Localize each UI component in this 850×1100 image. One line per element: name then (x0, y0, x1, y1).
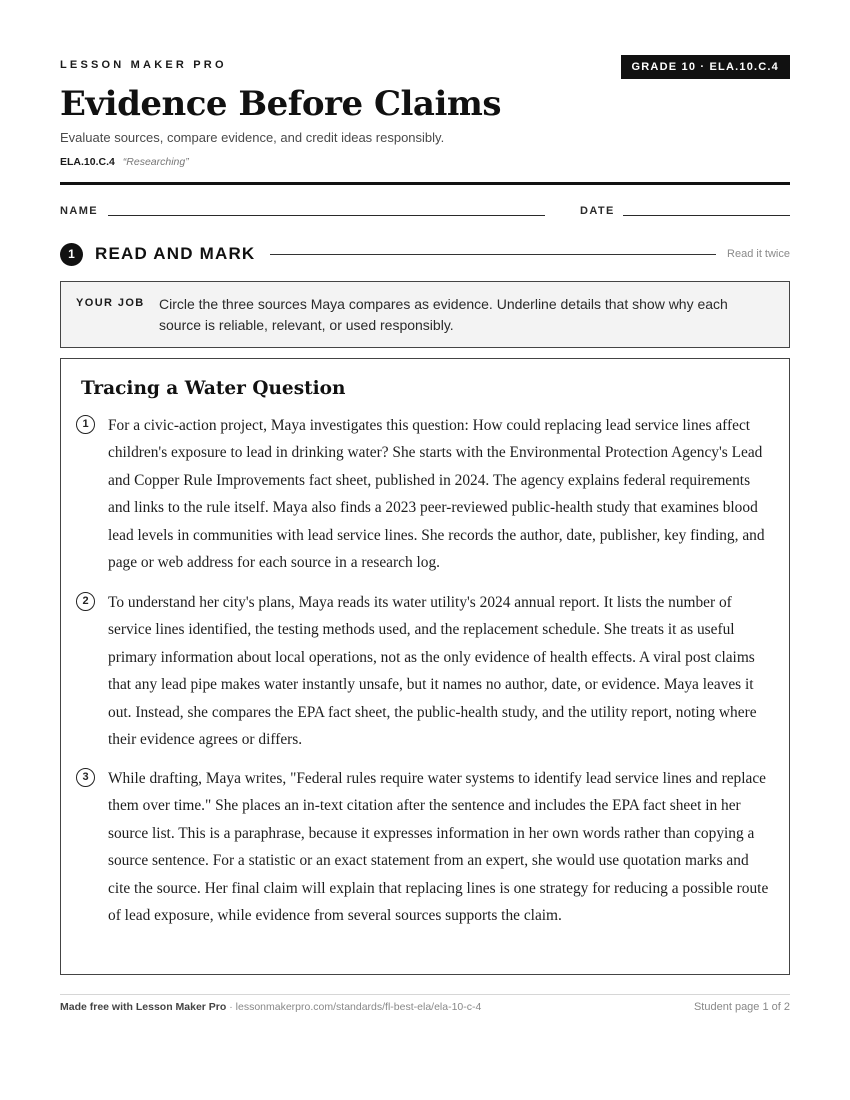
name-label: NAME (60, 205, 98, 217)
your-job-text: Circle the three sources Maya compares as evidence. Underline details that show why each source is reliable, relevant, or used responsibly. (159, 296, 728, 333)
name-field-line[interactable] (108, 215, 545, 216)
standard-name: “Researching” (122, 156, 189, 168)
header-divider (60, 182, 790, 185)
passage-paragraph: For a civic-action project, Maya investigates this question: How could replacing lead service lines affect children's exposure to lead in drinking water? She starts with the Environmental Protection Agency's Lead and Copper Rule Improvements fact sheet, published in 2024. The agency explains federal requirements and links to the rule itself. Maya also finds a 2023 peer-reviewed public-health study that examines blood lead levels in communities with lead service lines. She records the author, date, publisher, key finding, and page or web address for each source in a research log. (108, 417, 765, 572)
date-label: DATE (580, 205, 615, 217)
your-job-box (60, 281, 790, 348)
section-number-badge: 1 (60, 243, 83, 266)
standard-code: ELA.10.C.4 (60, 156, 115, 168)
page-title: Evidence Before Claims (60, 84, 501, 124)
standard-line (60, 156, 189, 168)
passage-paragraph: To understand her city's plans, Maya reads its water utility's 2024 annual report. It lists the number of service lines identified, the testing methods used, and the replacement schedule. She treats it as useful primary information about local operations, not as the only evidence of health effects. A viral post claims that any lead pipe makes water instantly unsafe, but it names no author, date, or evidence. Maya leaves it out. Instead, she compares the EPA fact sheet, the public-health study, and the utility report, noting where their evidence agrees or differs. (108, 594, 757, 749)
brand-label: LESSON MAKER PRO (60, 59, 227, 71)
your-job-label: YOUR JOB (76, 297, 145, 309)
paragraph-number: 3 (76, 768, 95, 787)
footer-divider (60, 994, 790, 995)
paragraph-number: 2 (76, 592, 95, 611)
footer-page-number: Student page 1 of 2 (693, 1001, 790, 1013)
footer-url[interactable]: lessonmakerpro.com/standards/fl-best-ela/ela-10-c-4 (235, 1001, 482, 1013)
page-subtitle: Evaluate sources, compare evidence, and credit ideas responsibly. (60, 130, 445, 145)
passage-paragraph: While drafting, Maya writes, "Federal rules require water systems to identify lead service lines and replace them over time." She places an in-text citation after the sentence and includes the EPA fact sheet in her source list. This is a paraphrase, because it expresses information in her own words rather than copying a source sentence. For a statistic or an exact statement from an expert, she would use quotation marks and cite the source. Her final claim will explain that replacing lines is one strategy for reducing a possible route of lead exposure, while evidence from several sources supports the claim. (108, 770, 769, 925)
section-title: READ AND MARK (95, 244, 256, 263)
grade-badge: GRADE 10 · ELA.10.C.4 (621, 55, 790, 79)
worksheet-page (60, 0, 790, 1100)
section-rule (270, 254, 716, 255)
passage-title: Tracing a Water Question (81, 378, 346, 399)
footer-credit-line (60, 1001, 481, 1013)
footer-separator: · (226, 1001, 236, 1013)
date-field-line[interactable] (623, 215, 790, 216)
paragraph-number: 1 (76, 415, 95, 434)
reading-passage (60, 358, 790, 975)
section-note: Read it twice (727, 248, 790, 260)
footer-credit: Made free with Lesson Maker Pro (60, 1001, 227, 1013)
